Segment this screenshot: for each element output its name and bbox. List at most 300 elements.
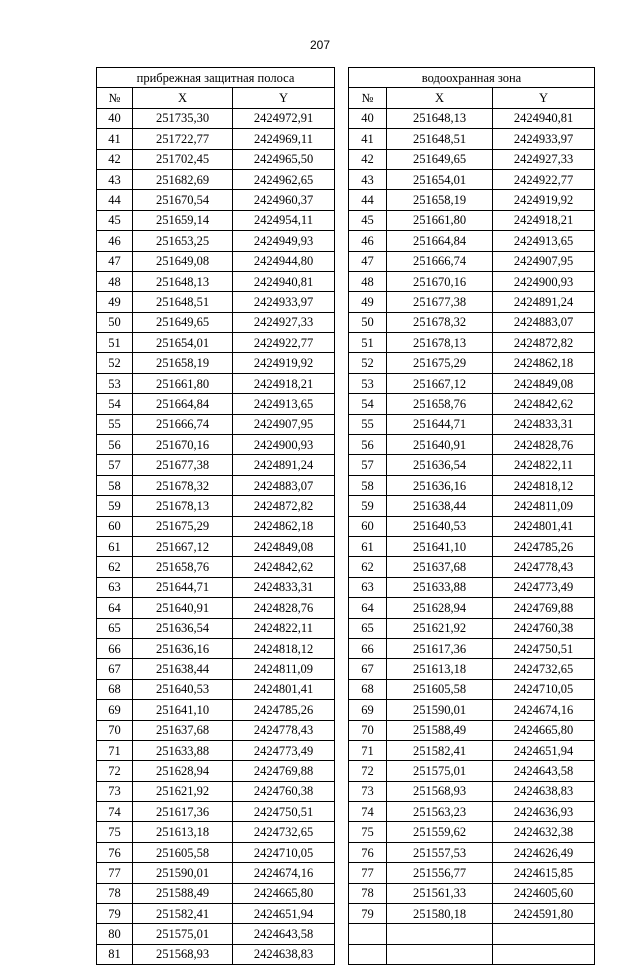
table-row <box>97 251 335 271</box>
cell-y: 2424769,88 <box>493 598 595 618</box>
cell-y: 2424913,65 <box>493 231 595 251</box>
table-title: водоохранная зона <box>349 68 595 88</box>
cell-y: 2424872,82 <box>233 496 335 516</box>
cell-x: 251588,49 <box>133 883 233 903</box>
cell-x: 251633,88 <box>387 577 493 597</box>
cell-x: 251677,38 <box>133 455 233 475</box>
cell-x: 251633,88 <box>133 740 233 760</box>
cell-number: 54 <box>349 394 387 414</box>
cell-number: 73 <box>97 781 133 801</box>
table-row <box>97 108 335 128</box>
cell-number: 41 <box>349 129 387 149</box>
cell-number: 69 <box>349 700 387 720</box>
cell-y: 2424822,11 <box>233 618 335 638</box>
table-row <box>349 292 595 312</box>
cell-x: 251628,94 <box>133 761 233 781</box>
cell-y: 2424811,09 <box>493 496 595 516</box>
cell-x: 251640,53 <box>133 679 233 699</box>
table-row <box>349 536 595 556</box>
cell-x: 251654,01 <box>133 333 233 353</box>
table-row <box>97 455 335 475</box>
cell-y: 2424913,65 <box>233 394 335 414</box>
cell-y: 2424632,38 <box>493 822 595 842</box>
table-row <box>349 822 595 842</box>
cell-number: 42 <box>97 149 133 169</box>
cell-x: 251582,41 <box>133 904 233 924</box>
cell-number: 65 <box>349 618 387 638</box>
cell-x: 251649,65 <box>387 149 493 169</box>
table-row <box>97 333 335 353</box>
cell-x: 251575,01 <box>387 761 493 781</box>
cell-x: 251568,93 <box>133 944 233 964</box>
table-row <box>97 536 335 556</box>
cell-number: 70 <box>349 720 387 740</box>
cell-x: 251653,25 <box>133 231 233 251</box>
cell-number: 70 <box>97 720 133 740</box>
cell-x: 251644,71 <box>387 414 493 434</box>
cell-number: 63 <box>349 577 387 597</box>
table-row <box>349 190 595 210</box>
cell-number: 45 <box>97 210 133 230</box>
table-row <box>97 210 335 230</box>
cell-y: 2424773,49 <box>493 577 595 597</box>
table-row <box>349 761 595 781</box>
cell-x: 251605,58 <box>133 842 233 862</box>
cell-y: 2424862,18 <box>233 516 335 536</box>
table-row <box>349 679 595 699</box>
cell-number: 43 <box>349 169 387 189</box>
table-row <box>349 333 595 353</box>
table-row <box>97 822 335 842</box>
cell-y: 2424638,83 <box>233 944 335 964</box>
table-row <box>97 659 335 679</box>
table-row <box>97 904 335 924</box>
cell-y: 2424965,50 <box>233 149 335 169</box>
cell-x: 251667,12 <box>133 536 233 556</box>
cell-y: 2424883,07 <box>233 475 335 495</box>
cell-y: 2424760,38 <box>493 618 595 638</box>
cell-y: 2424849,08 <box>493 373 595 393</box>
cell-number: 50 <box>349 312 387 332</box>
cell-number: 56 <box>349 435 387 455</box>
cell-y: 2424922,77 <box>233 333 335 353</box>
cell-number: 73 <box>349 781 387 801</box>
table-row <box>349 802 595 822</box>
table-row <box>349 781 595 801</box>
table-row <box>349 842 595 862</box>
page-number: 207 <box>309 38 331 52</box>
cell-x: 251670,54 <box>133 190 233 210</box>
cell-x: 251557,53 <box>387 842 493 862</box>
cell-x: 251664,84 <box>133 394 233 414</box>
cell-number: 79 <box>97 904 133 924</box>
cell-y: 2424907,95 <box>493 251 595 271</box>
cell-x: 251661,80 <box>387 210 493 230</box>
cell-y: 2424927,33 <box>493 149 595 169</box>
cell-x: 251636,16 <box>133 638 233 658</box>
cell-number: 42 <box>349 149 387 169</box>
cell-number: 65 <box>97 618 133 638</box>
cell-y: 2424591,80 <box>493 904 595 924</box>
cell-x: 251638,44 <box>387 496 493 516</box>
cell-y: 2424972,91 <box>233 108 335 128</box>
cell-number: 62 <box>349 557 387 577</box>
cell-y: 2424891,24 <box>493 292 595 312</box>
table-row <box>97 700 335 720</box>
cell-number <box>349 944 387 964</box>
table-row <box>349 740 595 760</box>
table-row <box>349 700 595 720</box>
cell-number: 68 <box>349 679 387 699</box>
cell-number: 53 <box>349 373 387 393</box>
cell-number: 40 <box>97 108 133 128</box>
cell-number: 45 <box>349 210 387 230</box>
cell-y: 2424785,26 <box>233 700 335 720</box>
table-body <box>97 108 335 964</box>
cell-number: 71 <box>349 740 387 760</box>
cell-x: 251648,13 <box>133 271 233 291</box>
cell-number: 59 <box>97 496 133 516</box>
cell-x: 251649,08 <box>133 251 233 271</box>
cell-number: 47 <box>97 251 133 271</box>
cell-x: 251556,77 <box>387 863 493 883</box>
cell-number: 56 <box>97 435 133 455</box>
cell-x: 251613,18 <box>387 659 493 679</box>
cell-x: 251659,14 <box>133 210 233 230</box>
cell-y: 2424944,80 <box>233 251 335 271</box>
cell-x: 251628,94 <box>387 598 493 618</box>
cell-x: 251605,58 <box>387 679 493 699</box>
cell-y: 2424940,81 <box>233 271 335 291</box>
cell-number: 51 <box>349 333 387 353</box>
cell-number: 46 <box>97 231 133 251</box>
cell-number: 50 <box>97 312 133 332</box>
cell-number: 55 <box>349 414 387 434</box>
cell-x: 251621,92 <box>133 781 233 801</box>
coastal-protection-strip-table <box>96 67 335 965</box>
cell-x: 251613,18 <box>133 822 233 842</box>
table-row <box>97 720 335 740</box>
cell-number: 63 <box>97 577 133 597</box>
cell-y: 2424891,24 <box>233 455 335 475</box>
table-row <box>349 883 595 903</box>
cell-x: 251677,38 <box>387 292 493 312</box>
table-row <box>349 251 595 271</box>
table-row <box>97 557 335 577</box>
table-row <box>349 904 595 924</box>
cell-y: 2424643,58 <box>233 924 335 944</box>
table-row <box>349 638 595 658</box>
cell-y: 2424969,11 <box>233 129 335 149</box>
cell-x <box>387 924 493 944</box>
cell-x: 251563,23 <box>387 802 493 822</box>
cell-y: 2424849,08 <box>233 536 335 556</box>
table-row <box>97 475 335 495</box>
table-row <box>349 312 595 332</box>
cell-x: 251661,80 <box>133 373 233 393</box>
table-row <box>349 496 595 516</box>
cell-number: 58 <box>349 475 387 495</box>
cell-x: 251670,16 <box>387 271 493 291</box>
column-header-y: Y <box>493 88 595 108</box>
water-protection-zone-table <box>348 67 595 965</box>
table-row <box>349 129 595 149</box>
cell-y: 2424960,37 <box>233 190 335 210</box>
cell-y: 2424883,07 <box>493 312 595 332</box>
cell-number: 44 <box>349 190 387 210</box>
table-header-row <box>97 88 335 108</box>
cell-y: 2424750,51 <box>233 802 335 822</box>
cell-number: 60 <box>349 516 387 536</box>
table-row <box>97 435 335 455</box>
cell-y: 2424665,80 <box>233 883 335 903</box>
table-row <box>97 129 335 149</box>
cell-x: 251638,44 <box>133 659 233 679</box>
cell-number: 62 <box>97 557 133 577</box>
cell-y: 2424643,58 <box>493 761 595 781</box>
cell-number: 75 <box>97 822 133 842</box>
table-row <box>349 169 595 189</box>
cell-y: 2424954,11 <box>233 210 335 230</box>
cell-y: 2424842,62 <box>233 557 335 577</box>
table-row <box>97 598 335 618</box>
cell-number: 49 <box>349 292 387 312</box>
cell-y: 2424638,83 <box>493 781 595 801</box>
cell-number: 57 <box>349 455 387 475</box>
table-row <box>97 577 335 597</box>
cell-y: 2424636,93 <box>493 802 595 822</box>
cell-y: 2424918,21 <box>233 373 335 393</box>
cell-x: 251649,65 <box>133 312 233 332</box>
table-row <box>97 781 335 801</box>
cell-x: 251648,51 <box>133 292 233 312</box>
cell-y: 2424933,97 <box>493 129 595 149</box>
cell-x: 251658,19 <box>387 190 493 210</box>
cell-y: 2424651,94 <box>493 740 595 760</box>
cell-x: 251682,69 <box>133 169 233 189</box>
table-row <box>97 394 335 414</box>
cell-y: 2424900,93 <box>233 435 335 455</box>
table-row <box>97 863 335 883</box>
cell-x: 251575,01 <box>133 924 233 944</box>
cell-number: 78 <box>97 883 133 903</box>
cell-number: 67 <box>349 659 387 679</box>
column-header-y: Y <box>233 88 335 108</box>
cell-x: 251658,76 <box>387 394 493 414</box>
cell-number: 52 <box>97 353 133 373</box>
table-row <box>97 190 335 210</box>
cell-number: 57 <box>97 455 133 475</box>
table-row <box>349 271 595 291</box>
table-row <box>349 353 595 373</box>
cell-x: 251666,74 <box>133 414 233 434</box>
table-row <box>97 679 335 699</box>
cell-y: 2424615,85 <box>493 863 595 883</box>
cell-number: 80 <box>97 924 133 944</box>
cell-x: 251559,62 <box>387 822 493 842</box>
cell-x: 251621,92 <box>387 618 493 638</box>
table-row <box>349 577 595 597</box>
cell-y: 2424833,31 <box>493 414 595 434</box>
cell-number: 66 <box>349 638 387 658</box>
cell-x: 251644,71 <box>133 577 233 597</box>
table-row <box>349 475 595 495</box>
cell-y: 2424785,26 <box>493 536 595 556</box>
cell-y: 2424710,05 <box>493 679 595 699</box>
table-row <box>97 271 335 291</box>
cell-number: 53 <box>97 373 133 393</box>
cell-y: 2424710,05 <box>233 842 335 862</box>
cell-y: 2424822,11 <box>493 455 595 475</box>
table-row <box>97 883 335 903</box>
cell-y: 2424760,38 <box>233 781 335 801</box>
table-row <box>349 659 595 679</box>
table-row <box>97 802 335 822</box>
table-row <box>349 231 595 251</box>
cell-x: 251670,16 <box>133 435 233 455</box>
cell-number: 74 <box>349 802 387 822</box>
cell-y: 2424828,76 <box>233 598 335 618</box>
cell-number: 69 <box>97 700 133 720</box>
cell-number: 76 <box>349 842 387 862</box>
table-body <box>349 108 595 964</box>
cell-y: 2424769,88 <box>233 761 335 781</box>
column-header-x: X <box>387 88 493 108</box>
table-row <box>97 312 335 332</box>
cell-y: 2424862,18 <box>493 353 595 373</box>
table-row <box>97 842 335 862</box>
cell-number: 81 <box>97 944 133 964</box>
table-row <box>349 394 595 414</box>
cell-number: 75 <box>349 822 387 842</box>
cell-number: 72 <box>97 761 133 781</box>
cell-x: 251641,10 <box>133 700 233 720</box>
cell-x: 251678,32 <box>133 475 233 495</box>
cell-y: 2424919,92 <box>233 353 335 373</box>
cell-number: 67 <box>97 659 133 679</box>
cell-number: 49 <box>97 292 133 312</box>
cell-number: 77 <box>349 863 387 883</box>
cell-x: 251678,32 <box>387 312 493 332</box>
cell-y: 2424674,16 <box>233 863 335 883</box>
cell-y: 2424842,62 <box>493 394 595 414</box>
cell-y: 2424778,43 <box>233 720 335 740</box>
cell-number: 72 <box>349 761 387 781</box>
cell-y: 2424962,65 <box>233 169 335 189</box>
table-row <box>349 435 595 455</box>
cell-y: 2424900,93 <box>493 271 595 291</box>
table-row <box>97 292 335 312</box>
cell-y: 2424828,76 <box>493 435 595 455</box>
table-row <box>349 557 595 577</box>
cell-y: 2424818,12 <box>233 638 335 658</box>
cell-y: 2424933,97 <box>233 292 335 312</box>
table-row <box>349 516 595 536</box>
table-row <box>97 516 335 536</box>
column-header-number: № <box>349 88 387 108</box>
table-row <box>349 944 595 964</box>
cell-number: 48 <box>349 271 387 291</box>
cell-number: 47 <box>349 251 387 271</box>
cell-number: 54 <box>97 394 133 414</box>
cell-number: 60 <box>97 516 133 536</box>
cell-number: 64 <box>349 598 387 618</box>
cell-x: 251617,36 <box>387 638 493 658</box>
cell-y: 2424922,77 <box>493 169 595 189</box>
cell-x: 251582,41 <box>387 740 493 760</box>
cell-x: 251637,68 <box>387 557 493 577</box>
table-row <box>97 414 335 434</box>
cell-y: 2424665,80 <box>493 720 595 740</box>
cell-y: 2424818,12 <box>493 475 595 495</box>
table-row <box>97 149 335 169</box>
cell-number: 59 <box>349 496 387 516</box>
table-row <box>97 231 335 251</box>
cell-y: 2424750,51 <box>493 638 595 658</box>
cell-x: 251640,53 <box>387 516 493 536</box>
cell-x: 251640,91 <box>387 435 493 455</box>
table-row <box>97 761 335 781</box>
cell-number: 40 <box>349 108 387 128</box>
cell-number: 79 <box>349 904 387 924</box>
table-row <box>349 108 595 128</box>
cell-x: 251588,49 <box>387 720 493 740</box>
table-row <box>97 169 335 189</box>
cell-y: 2424940,81 <box>493 108 595 128</box>
cell-x: 251667,12 <box>387 373 493 393</box>
cell-x: 251678,13 <box>387 333 493 353</box>
table-row <box>349 414 595 434</box>
cell-number: 64 <box>97 598 133 618</box>
table-row <box>97 618 335 638</box>
table-row <box>349 598 595 618</box>
table-header-row <box>349 88 595 108</box>
cell-x: 251568,93 <box>387 781 493 801</box>
table-row <box>349 149 595 169</box>
table-row <box>97 373 335 393</box>
cell-x: 251641,10 <box>387 536 493 556</box>
cell-x: 251666,74 <box>387 251 493 271</box>
column-header-x: X <box>133 88 233 108</box>
cell-number: 76 <box>97 842 133 862</box>
table-row <box>349 455 595 475</box>
cell-number: 46 <box>349 231 387 251</box>
cell-y <box>493 944 595 964</box>
cell-x: 251735,30 <box>133 108 233 128</box>
cell-x: 251648,13 <box>387 108 493 128</box>
cell-x: 251675,29 <box>387 353 493 373</box>
cell-x: 251580,18 <box>387 904 493 924</box>
cell-y: 2424732,65 <box>233 822 335 842</box>
cell-y: 2424907,95 <box>233 414 335 434</box>
cell-x: 251675,29 <box>133 516 233 536</box>
table-row <box>97 924 335 944</box>
cell-x: 251590,01 <box>387 700 493 720</box>
cell-x: 251658,19 <box>133 353 233 373</box>
cell-y: 2424778,43 <box>493 557 595 577</box>
table-row <box>97 740 335 760</box>
table-row <box>349 863 595 883</box>
cell-y: 2424918,21 <box>493 210 595 230</box>
cell-x: 251636,54 <box>133 618 233 638</box>
cell-number: 66 <box>97 638 133 658</box>
cell-number: 78 <box>349 883 387 903</box>
cell-y: 2424674,16 <box>493 700 595 720</box>
cell-y <box>493 924 595 944</box>
cell-x: 251640,91 <box>133 598 233 618</box>
cell-x: 251561,33 <box>387 883 493 903</box>
table-row <box>97 353 335 373</box>
